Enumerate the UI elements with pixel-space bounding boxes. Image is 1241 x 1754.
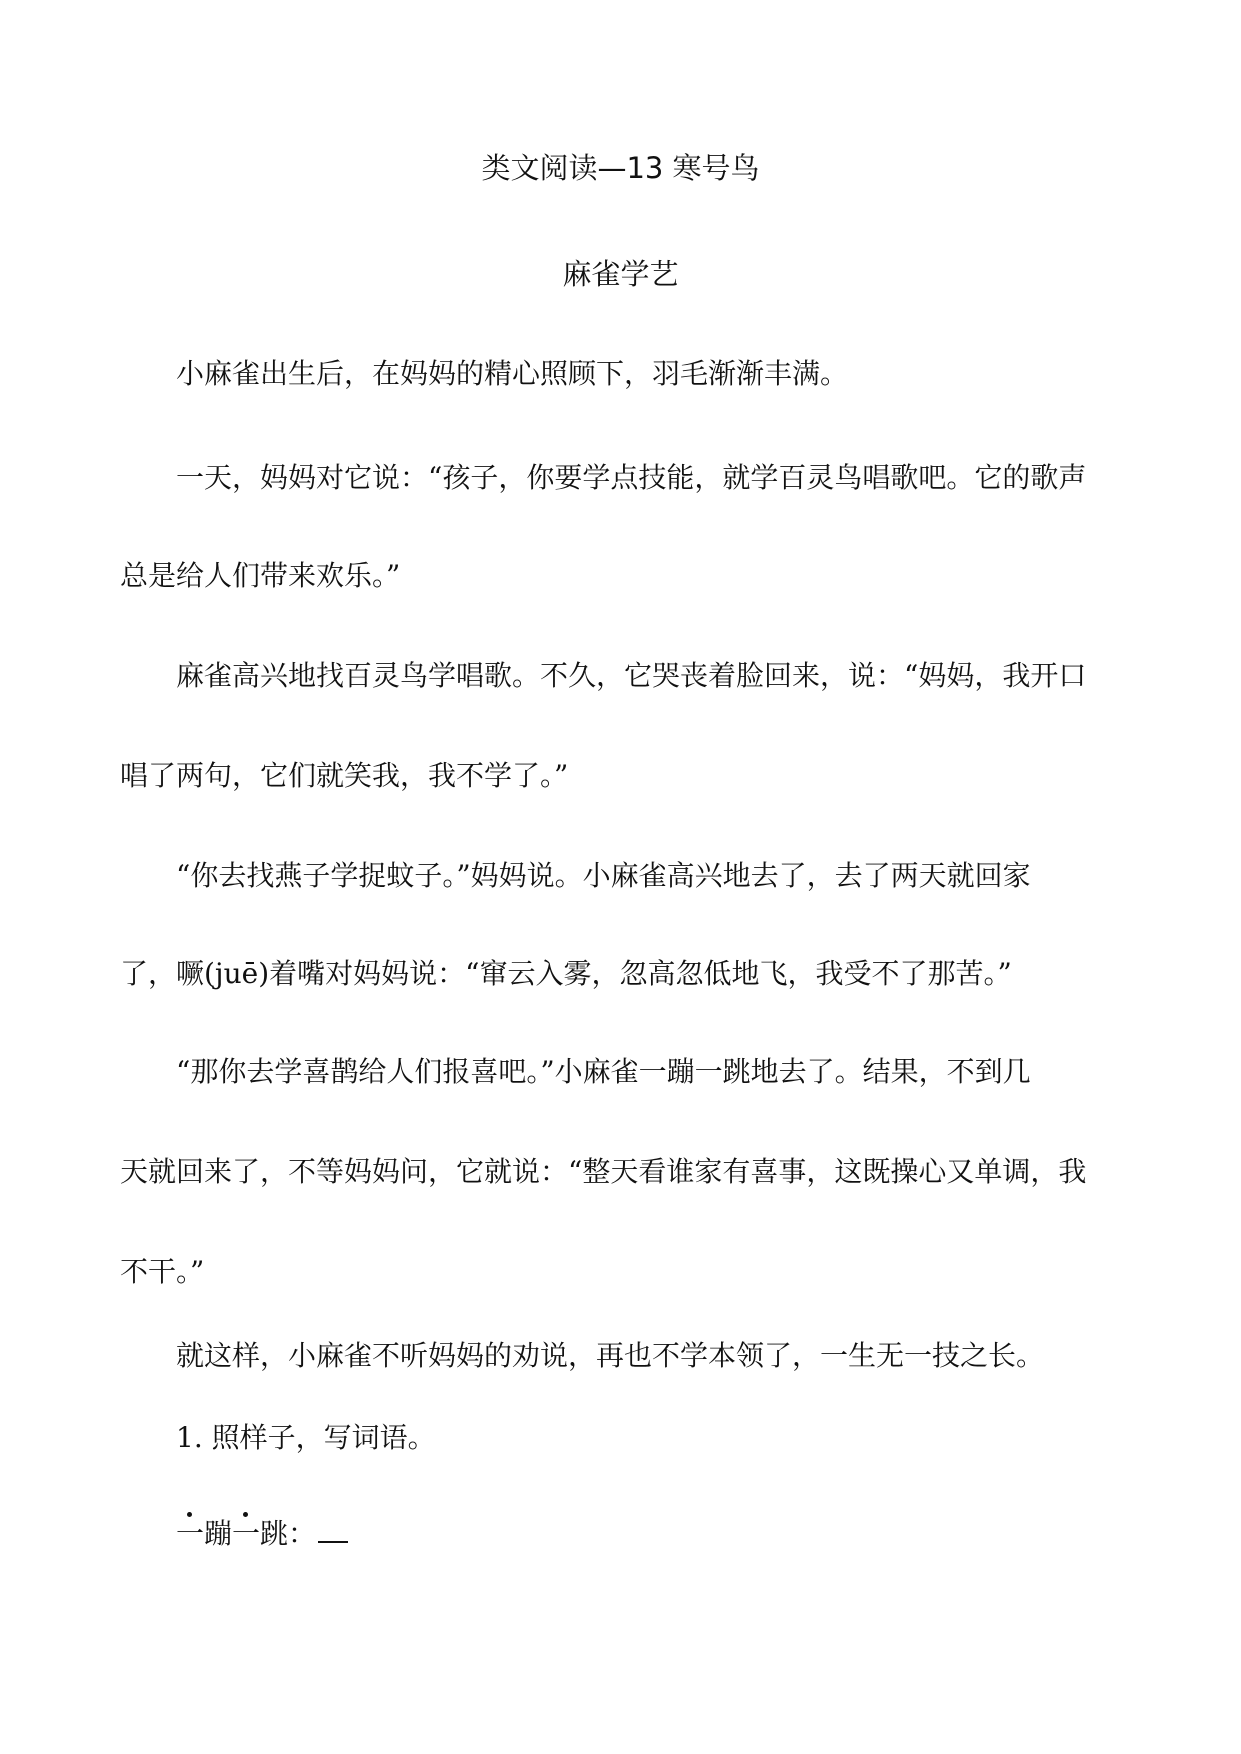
paragraph-line: 就这样，小麻雀不听妈妈的劝说，再也不学本领了，一生无一技之长。 — [176, 1339, 1045, 1372]
paragraph-line: 唱了两句，它们就笑我，我不学了。” — [120, 759, 569, 792]
paragraph-line: 了，噘(juē)着嘴对妈妈说：“窜云入雾，忽高忽低地飞，我受不了那苦。” — [120, 957, 1012, 990]
answer-blank[interactable] — [318, 1517, 348, 1543]
question-1-example — [176, 1514, 348, 1554]
paragraph-line: 不干。” — [120, 1255, 205, 1288]
paragraph-line: 天就回来了，不等妈妈问，它就说：“整天看谁家有喜事，这既操心又单调，我 — [120, 1155, 1087, 1188]
paragraph-line: 一天，妈妈对它说：“孩子，你要学点技能，就学百灵鸟唱歌吧。它的歌声 — [176, 461, 1087, 494]
paragraph-line: 小麻雀出生后，在妈妈的精心照顾下，羽毛渐渐丰满。 — [176, 357, 849, 390]
document-title: 类文阅读—13 寒号鸟 — [481, 151, 760, 185]
story-title: 麻雀学艺 — [562, 257, 679, 291]
paragraph-line: “那你去学喜鹊给人们报喜吧。”小麻雀一蹦一跳地去了。结果，不到几 — [176, 1055, 1031, 1088]
paragraph-line: “你去找燕子学捉蚊子。”妈妈说。小麻雀高兴地去了，去了两天就回家 — [176, 859, 1031, 892]
question-1-example-text: 一蹦一跳： — [176, 1517, 317, 1550]
paragraph-line: 总是给人们带来欢乐。” — [120, 559, 401, 592]
question-1-instruction: 1. 照样子，写词语。 — [176, 1421, 436, 1454]
paragraph-line: 麻雀高兴地找百灵鸟学唱歌。不久，它哭丧着脸回来，说：“妈妈，我开口 — [176, 659, 1087, 692]
